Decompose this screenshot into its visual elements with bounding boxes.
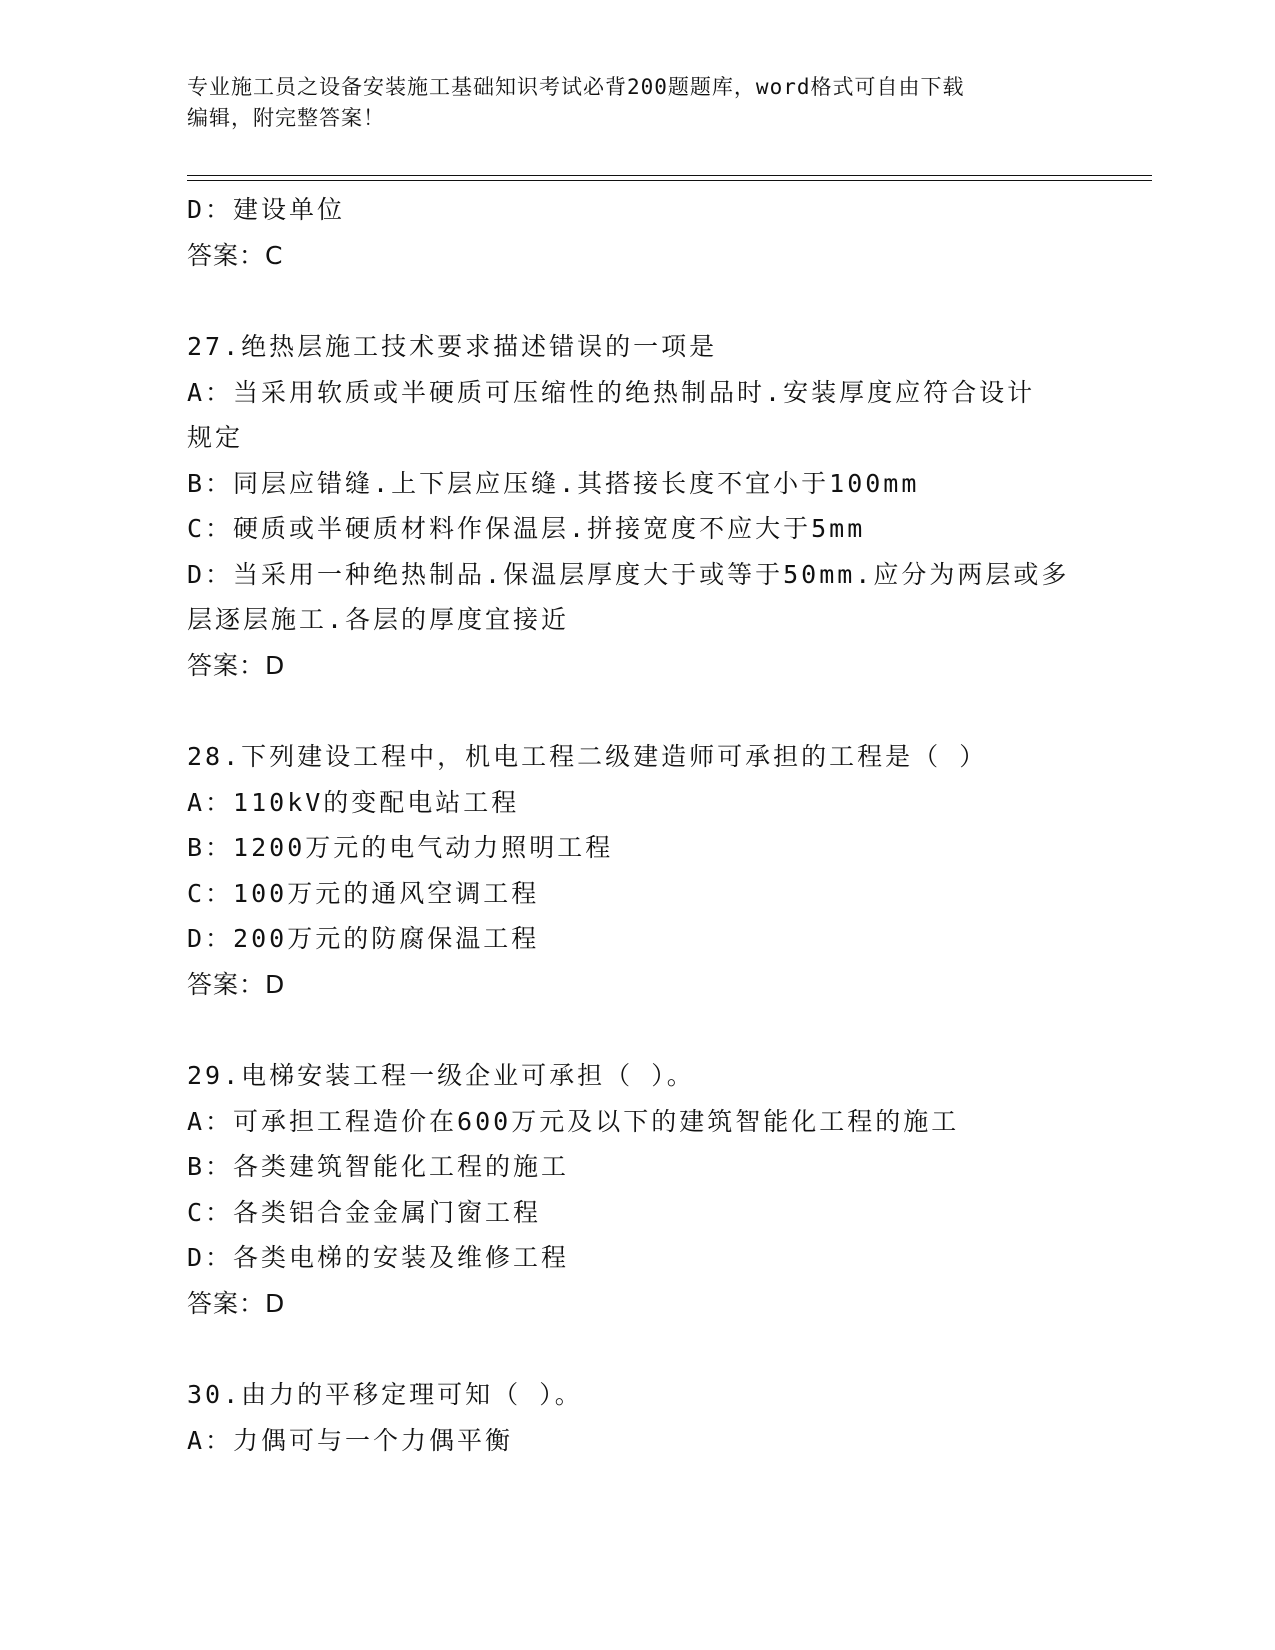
question-29 bbox=[187, 1053, 1087, 1326]
question-text: 30.由力的平移定理可知（ ）。 bbox=[187, 1380, 583, 1409]
question-list bbox=[187, 187, 1087, 1463]
answer-line: 答案：C bbox=[187, 240, 284, 270]
option-d: D：200万元的防腐保温工程 bbox=[187, 924, 540, 953]
answer-line: 答案：D bbox=[187, 650, 286, 680]
option-a: A：可承担工程造价在600万元及以下的建筑智能化工程的施工 bbox=[187, 1106, 960, 1136]
question-27 bbox=[187, 324, 1087, 688]
header-divider-top bbox=[187, 175, 1152, 176]
header-divider-bottom bbox=[187, 180, 1152, 181]
spacer bbox=[187, 1326, 1087, 1372]
option-b: B：同层应错缝.上下层应压缝.其搭接长度不宜小于100mm bbox=[187, 468, 920, 498]
option-c: C：100万元的通风空调工程 bbox=[187, 878, 540, 908]
answer-line: 答案：D bbox=[187, 969, 286, 999]
answer-line: 答案：D bbox=[187, 1288, 286, 1318]
option-a: A：当采用软质或半硬质可压缩性的绝热制品时.安装厚度应符合设计 bbox=[187, 377, 1036, 407]
option-b: B：各类建筑智能化工程的施工 bbox=[187, 1152, 570, 1181]
header-title-line-1: 专业施工员之设备安装施工基础知识考试必背200题题库，word格式可自由下载 bbox=[187, 75, 965, 99]
option-c: C：各类铝合金金属门窗工程 bbox=[187, 1197, 542, 1227]
question-text: 27.绝热层施工技术要求描述错误的一项是 bbox=[187, 332, 718, 361]
option-a: A：110kV的变配电站工程 bbox=[187, 787, 520, 817]
spacer bbox=[187, 1007, 1087, 1053]
spacer bbox=[187, 278, 1087, 324]
option-d: D：各类电梯的安装及维修工程 bbox=[187, 1243, 570, 1272]
document-header bbox=[187, 72, 1067, 134]
question-text: 28.下列建设工程中，机电工程二级建造师可承担的工程是（ ） bbox=[187, 742, 988, 771]
option-d: D：建设单位 bbox=[187, 195, 346, 224]
option-d-continued: 层逐层施工.各层的厚度宜接近 bbox=[187, 605, 570, 634]
question-26-tail bbox=[187, 187, 1087, 278]
question-text: 29.电梯安装工程一级企业可承担（ ）。 bbox=[187, 1061, 695, 1090]
option-d: D：当采用一种绝热制品.保温层厚度大于或等于50mm.应分为两层或多 bbox=[187, 559, 1070, 589]
option-a-continued: 规定 bbox=[187, 423, 244, 452]
header-title-line-2: 编辑，附完整答案！ bbox=[187, 106, 385, 130]
option-c: C：硬质或半硬质材料作保温层.拼接宽度不应大于5mm bbox=[187, 514, 866, 543]
spacer bbox=[187, 688, 1087, 734]
question-28 bbox=[187, 734, 1087, 1007]
option-a: A：力偶可与一个力偶平衡 bbox=[187, 1425, 514, 1455]
option-b: B：1200万元的电气动力照明工程 bbox=[187, 833, 614, 862]
question-30 bbox=[187, 1372, 1087, 1463]
